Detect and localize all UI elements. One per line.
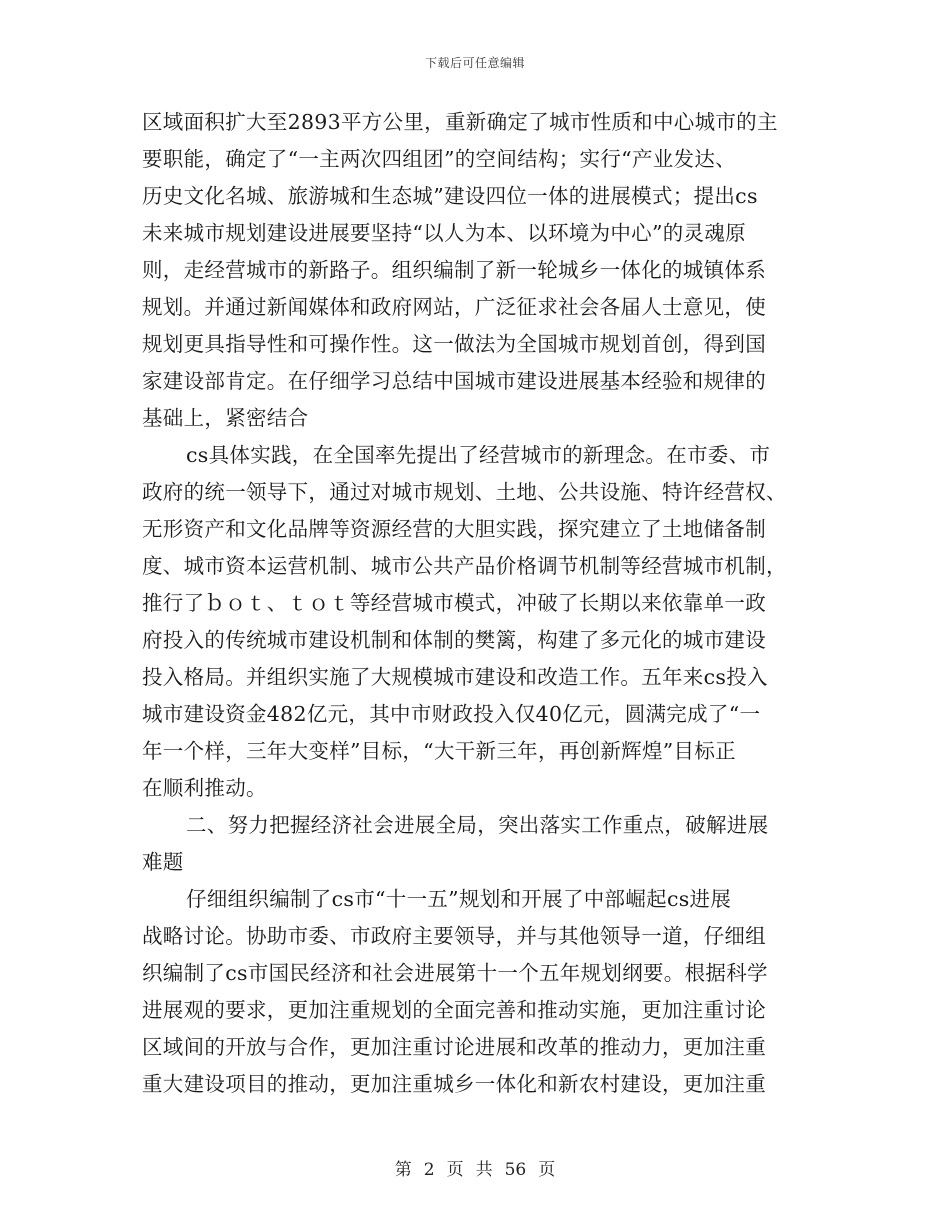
text-line: 无形资产和文化品牌等资源经营的大胆实践，探究建立了土地储备制 <box>142 517 766 541</box>
text-line: 投入格局。并组织实施了大规模城市建设和改造工作。五年来cs投入 <box>142 665 768 689</box>
text-line: 战略讨论。协助市委、市政府主要领导，并与其他领导一道，仔细组 <box>142 924 766 948</box>
text-line: 要职能，确定了“一主两次四组团”的空间结构；实行“产业发达、 <box>142 147 736 171</box>
text-line: 度、城市资本运营机制、城市公共产品价格调节机制等经营城市机制， <box>142 554 787 578</box>
text-line: 二、努力把握经济社会进展全局，突出落实工作重点，破解进展 <box>186 813 769 837</box>
text-line: 历史文化名城、旅游城和生态城”建设四位一体的进展模式；提出cs <box>142 184 758 208</box>
text-line: cs具体实践，在全国率先提出了经营城市的新理念。在市委、市 <box>186 443 771 467</box>
text-line: 推行了ｂｏｔ、ｔｏｔ等经营城市模式，冲破了长期以来依靠单一政 <box>142 591 766 615</box>
text-line: 政府的统一领导下，通过对城市规划、土地、公共设施、特许经营权、 <box>142 480 787 504</box>
page-header: 下载后可任意编辑 <box>424 56 525 70</box>
current-page-number: 2 <box>423 1160 435 1180</box>
footer-page-unit: 页 <box>446 1160 464 1180</box>
text-line: 进展观的要求，更加注重规划的全面完善和推动实施，更加注重讨论 <box>142 998 766 1022</box>
page-footer <box>0 1155 950 1180</box>
total-page-count: 56 <box>504 1160 527 1180</box>
text-line: 则，走经营城市的新路子。组织编制了新一轮城乡一体化的城镇体系 <box>142 258 766 282</box>
text-line: 城市建设资金482亿元，其中市财政投入仅40亿元，圆满完成了“一 <box>142 702 761 726</box>
text-line: 在顺利推动。 <box>142 776 267 800</box>
text-line: 基础上，紧密结合 <box>142 406 309 430</box>
text-line: 重大建设项目的推动，更加注重城乡一体化和新农村建设，更加注重 <box>142 1072 766 1096</box>
text-line: 规划。并通过新闻媒体和政府网站，广泛征求社会各届人士意见，使 <box>142 295 766 319</box>
text-line: 织编制了cs市国民经济和社会进展第十一个五年规划纲要。根据科学 <box>142 961 768 985</box>
text-line: 区域面积扩大至2893平方公里，重新确定了城市性质和中心城市的主 <box>142 110 778 134</box>
text-line: 仔细组织编制了cs市“十一五”规划和开展了中部崛起cs进展 <box>186 887 732 911</box>
text-line: 规划更具指导性和可操作性。这一做法为全国城市规划首创，得到国 <box>142 332 766 356</box>
text-line: 府投入的传统城市建设机制和体制的樊篱，构建了多元化的城市建设 <box>142 628 766 652</box>
footer-total-label: 共 <box>475 1160 493 1180</box>
body-text <box>142 104 802 1103</box>
footer-total-unit: 页 <box>538 1160 556 1180</box>
text-line: 年一个样，三年大变样”目标，“大干新三年，再创新辉煌”目标正 <box>142 739 736 763</box>
text-line: 未来城市规划建设进展要坚持“以人为本、以环境为中心”的灵魂原 <box>142 221 746 245</box>
text-line: 家建设部肯定。在仔细学习总结中国城市建设进展基本经验和规律的 <box>142 369 766 393</box>
footer-page-label: 第 <box>394 1160 412 1180</box>
text-line: 难题 <box>142 850 184 874</box>
text-line: 区域间的开放与合作，更加注重讨论进展和改革的推动力，更加注重 <box>142 1035 766 1059</box>
